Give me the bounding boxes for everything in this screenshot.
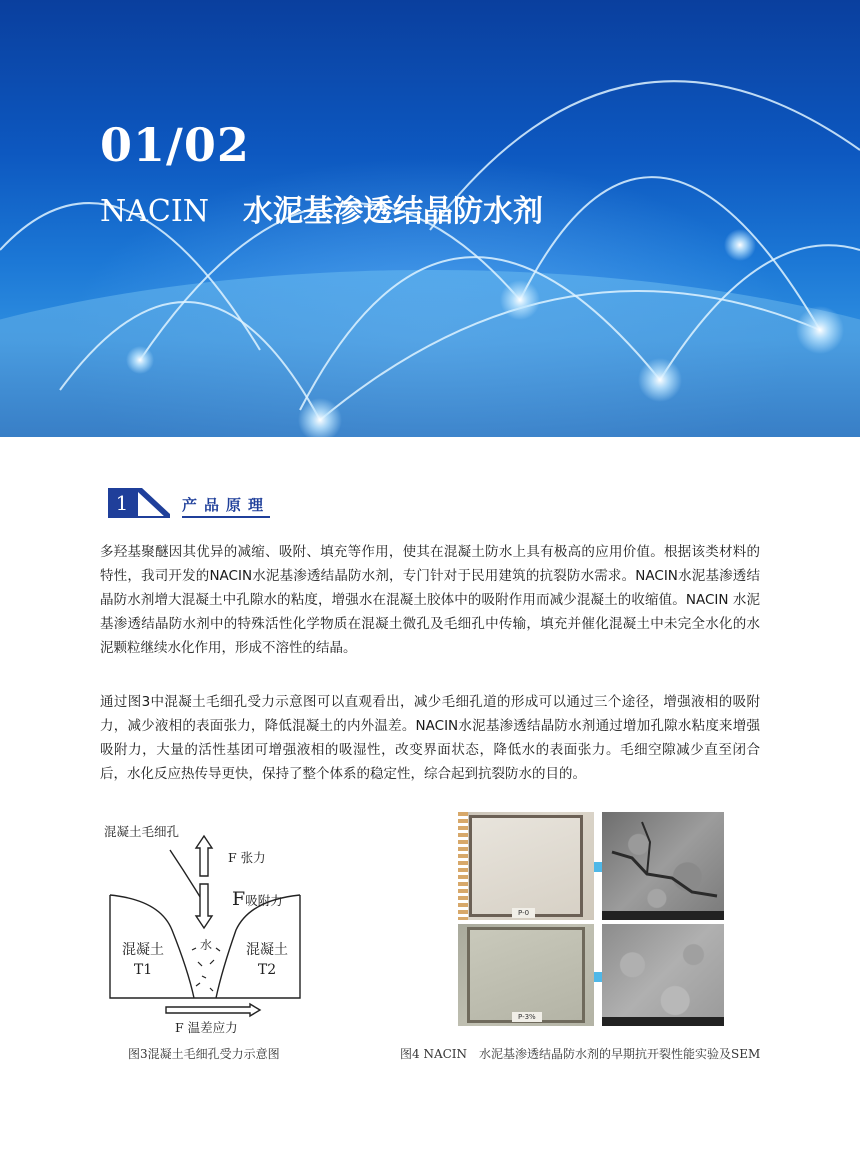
sem-image-p0 — [602, 812, 724, 920]
section-number: 1 — [115, 491, 129, 515]
section-badge — [108, 488, 170, 518]
paragraph-capillary: 通过图3中混凝土毛细孔受力示意图可以直观看出，减少毛细孔道的形成可以通过三个途径，增强液相的吸附力，减少液相的表面张力，降低混凝土的内外温差。NACIN水泥基渗透结晶防水剂通过增加孔隙水粘度来增强吸附力，大量的活性基团可增强液相的吸湿性，改变界面状态，降低水的表面张力。毛细空隙减少直至闭合后，水化反应热传导更快，保持了整个体系的稳定性，综合起到抗裂防水的目的。 — [100, 694, 760, 782]
figure4-caption: 图4 NACIN 水泥基渗透结晶防水剂的早期抗开裂性能实验及SEM — [400, 1047, 761, 1061]
photo-sample-p0 — [458, 812, 594, 920]
sem-image-p3 — [602, 924, 724, 1026]
label-temperature-stress: F 温差应力 — [175, 1020, 238, 1035]
concrete-slab — [472, 818, 580, 914]
label-adsorption — [232, 888, 283, 910]
sem-scale-bar — [602, 1017, 724, 1026]
figure3-caption: 图3混凝土毛细孔受力示意图 — [128, 1047, 280, 1061]
sample-tag-p3: P-3% — [512, 1012, 542, 1022]
figure-capillary-diagram — [100, 820, 310, 1040]
paragraph-principle: 多羟基聚醚因其优异的减缩、吸附、填充等作用，使其在混凝土防水上具有极高的应用价值。根据该类材料的特性，我司开发的NACIN水泥基渗透结晶防水剂，专门针对于民用建筑的抗裂防水需求。NACIN水泥基渗透结晶防水剂增大混凝土中孔隙水的粘度，增强水在混凝土胶体中的吸附作用而减少混凝土的收缩值。NACIN 水泥基渗透结晶防水剂中的特殊活性化学物质在混凝土微孔及毛细孔中传输，填充并催化混凝土中未完全水化的水泥颗粒继续水化作用，形成不溶性的结晶。 — [100, 544, 760, 656]
concrete-right-temp: T2 — [257, 962, 277, 978]
label-tension: F 张力 — [228, 850, 266, 865]
adsorb-text: 吸附力 — [245, 893, 283, 908]
label-capillary: 混凝土毛细孔 — [104, 824, 180, 839]
concrete-slab — [470, 930, 582, 1020]
section-title: 产品原理 — [182, 494, 270, 518]
product-name: 水泥基渗透结晶防水剂 — [242, 194, 543, 229]
figure-crack-test — [458, 812, 724, 1026]
concrete-right-name: 混凝土 — [246, 942, 288, 958]
concrete-left-name: 混凝土 — [122, 942, 164, 958]
label-water: 水 — [200, 938, 213, 952]
ruler — [458, 812, 468, 920]
hero-banner — [0, 0, 860, 437]
photo-sample-p3 — [458, 924, 594, 1026]
chapter-number: 01/02 — [100, 118, 250, 172]
brand-name: NACIN — [100, 194, 209, 229]
label-concrete-right — [246, 940, 288, 980]
concrete-left-temp: T1 — [133, 962, 153, 978]
sem-scale-bar — [602, 911, 724, 920]
sample-tag-p0: P-0 — [512, 908, 535, 918]
label-concrete-left — [122, 940, 164, 980]
page-title — [100, 186, 543, 230]
adsorb-symbol: F — [232, 888, 246, 910]
